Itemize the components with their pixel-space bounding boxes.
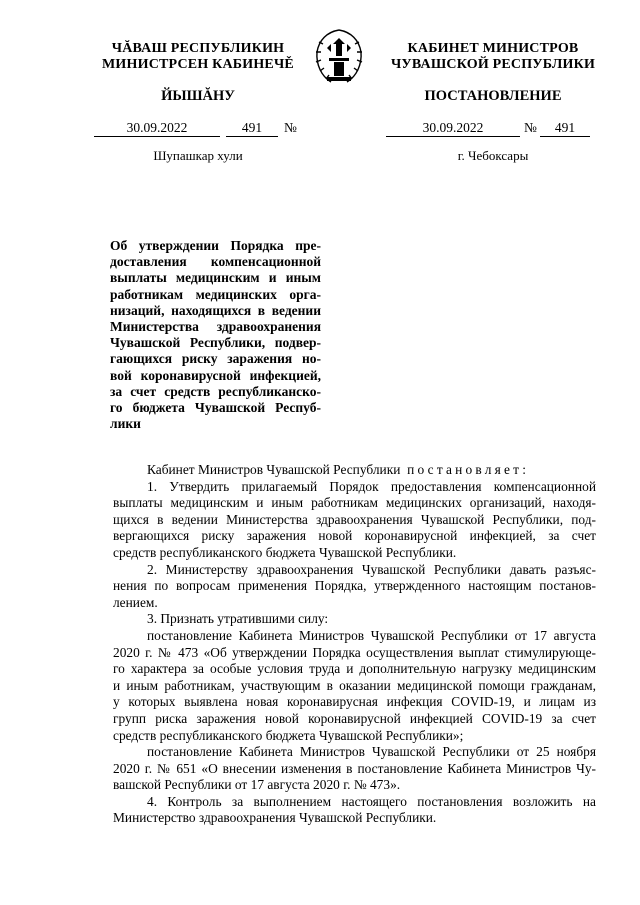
body-line: нения по вопросам применения Порядка, утвержденного настоящим постанов- (113, 578, 596, 594)
body-line: го характера за особые условия труда и дополнительную нагрузку медицинским (113, 661, 596, 677)
body-line: средств республиканского бюджета Чувашской Республики. (113, 544, 457, 560)
document-body (113, 462, 596, 827)
left-title-line-1: ЧĂВАШ РЕСПУБЛИКИН (111, 41, 285, 56)
subject-line: вой коронавирусной инфекцией, (110, 367, 321, 383)
right-number-field: 491 (540, 120, 590, 137)
body-line: 3. Признать утратившими силу: (147, 611, 329, 627)
left-date-field: 30.09.2022 (94, 120, 220, 137)
subject-line: Чувашской Республики, подвер- (110, 335, 321, 351)
left-number-sign: № (284, 120, 297, 135)
body-intro-line (113, 462, 596, 479)
left-header-title (90, 41, 306, 73)
body-line: у которых выявлена новая коронавирусная инфекция COVID-19, и лицам из (113, 694, 596, 710)
body-line: средств республиканского бюджета Чувашской Республики»; (113, 727, 464, 743)
document-subject (110, 238, 321, 432)
body-line: 2. Министерству здравоохранения Чувашской Республики давать разъяс- (147, 561, 596, 577)
left-doc-type: ЙЫШĂНУ (161, 88, 235, 104)
body-line: вашской Республики от 17 августа 2020 г. № 473». (113, 777, 401, 793)
subject-line: гающихся риску заражения но- (110, 351, 321, 367)
body-line: и иным работникам, участвующим в оказании медицинской помощи гражданам, (113, 677, 596, 693)
subject-line: Об утверждении Порядка пре- (110, 238, 321, 253)
right-number-sign: № (524, 120, 537, 135)
body-line: выплаты медицинским и иным работникам медицинских организаций, находя- (113, 495, 596, 511)
body-line: постановление Кабинета Министров Чувашской Республики от 25 ноября (147, 744, 596, 760)
right-title-line-2: ЧУВАШСКОЙ РЕСПУБЛИКИ (390, 57, 596, 72)
left-number-field: 491 (226, 120, 278, 137)
subject-line: работникам медицинских орга- (110, 286, 321, 302)
right-header-title (378, 41, 608, 73)
subject-line: го бюджета Чувашской Респуб- (110, 400, 321, 416)
body-intro: Кабинет Министров Чувашской Республики (147, 462, 401, 477)
subject-line: низаций, находящихся в ведении (110, 302, 321, 318)
body-line: вергающихся риску заражения новой коронавирусной инфекцией, за счет (113, 528, 596, 544)
subject-line: выплаты медицинским и иным (110, 270, 321, 286)
body-line: 4. Контроль за выполнением настоящего постановления возложить на (147, 793, 596, 809)
body-line: щихся в ведении Министерства здравоохранения Чувашской Республики, под- (113, 511, 596, 527)
body-line: 2020 г. № 473 «Об утверждении Порядка осуществления выплат стимулирующе- (113, 644, 596, 660)
body-line: постановление Кабинета Министров Чувашской Республики от 17 августа (147, 627, 596, 643)
left-city: Шупашкар хули (153, 148, 243, 163)
body-line: Министерство здравоохранения Чувашской Республики. (113, 810, 437, 826)
left-title-line-2: МИНИСТРСЕН КАБИНЕЧĚ (102, 57, 294, 72)
subject-line: лики (110, 416, 141, 432)
subject-line: за счет средств республиканско- (110, 383, 321, 399)
subject-line: Министерства здравоохранения (110, 319, 321, 335)
chuvash-emblem-icon (303, 22, 375, 94)
body-line: 2020 г. № 651 «О внесении изменения в постановление Кабинета Министров Чу- (113, 760, 596, 776)
body-resolves: постановляет: (407, 462, 530, 477)
body-line: 1. Утвердить прилагаемый Порядок предоставления компенсационной (147, 478, 596, 494)
right-doc-type: ПОСТАНОВЛЕНИЕ (424, 88, 562, 104)
subject-line: доставления компенсационной (110, 254, 321, 270)
right-title-line-1: КАБИНЕТ МИНИСТРОВ (407, 41, 579, 56)
body-line: групп риска заражения новой коронавирусной инфекцией COVID-19 за счет (113, 710, 596, 726)
right-city: г. Чебоксары (457, 148, 529, 163)
right-date-field: 30.09.2022 (386, 120, 520, 137)
body-line: лением. (113, 594, 158, 610)
